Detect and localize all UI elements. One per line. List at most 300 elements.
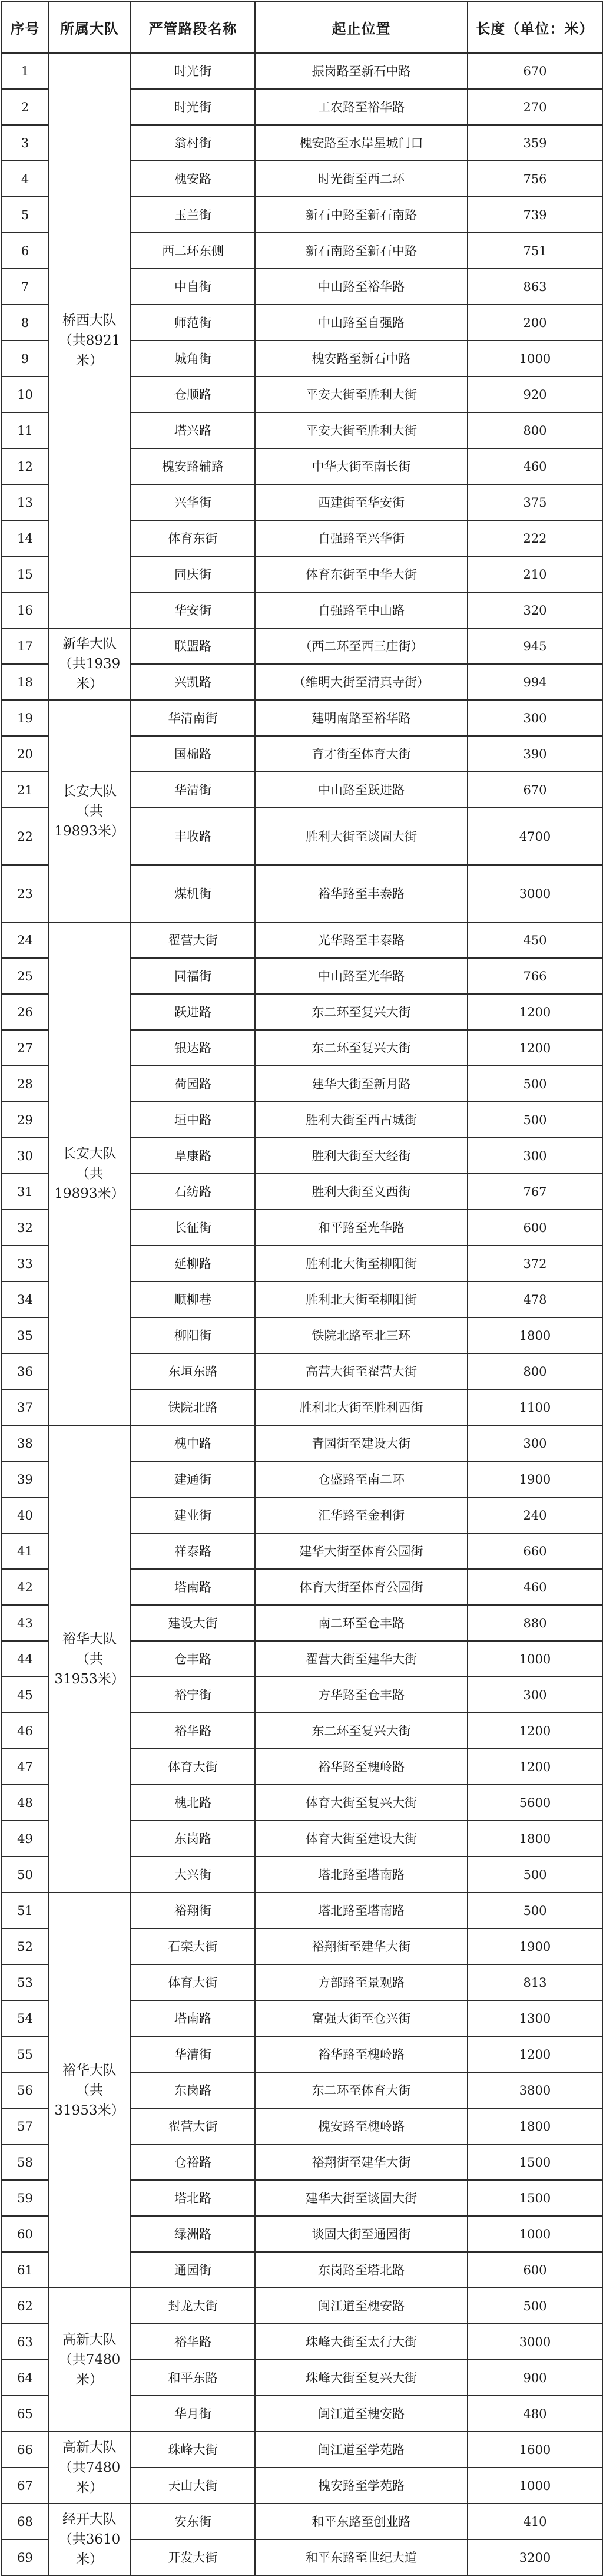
length-cell: 751 [468, 233, 602, 269]
length-cell: 4700 [468, 808, 602, 865]
length-cell: 410 [468, 2504, 602, 2539]
range-cell: 汇华路至金利街 [255, 1497, 468, 1533]
row-index-cell: 54 [2, 2000, 48, 2036]
header-brigade: 所属大队 [48, 2, 131, 53]
range-cell: 中山路至裕华路 [255, 269, 468, 305]
brigade-cell: 高新大队 （共7480米） [48, 2288, 131, 2432]
length-cell: 670 [468, 772, 602, 808]
length-cell: 500 [468, 2288, 602, 2324]
row-index-cell: 51 [2, 1893, 48, 1928]
road-name-cell: 封龙大街 [131, 2288, 255, 2324]
road-name-cell: 玉兰街 [131, 197, 255, 233]
range-cell: 南二环至仓丰路 [255, 1605, 468, 1641]
road-name-cell: 建通街 [131, 1461, 255, 1497]
road-name-cell: 兴凯路 [131, 664, 255, 700]
range-cell: 闽江道至槐安路 [255, 2288, 468, 2324]
length-cell: 766 [468, 958, 602, 994]
row-index-cell: 42 [2, 1569, 48, 1605]
row-index-cell: 35 [2, 1317, 48, 1353]
road-name-cell: 开发大街 [131, 2539, 255, 2575]
road-name-cell: 塔南路 [131, 1569, 255, 1605]
row-index-cell: 37 [2, 1389, 48, 1425]
row-index-cell: 5 [2, 197, 48, 233]
range-cell: 东二环至体育大街 [255, 2072, 468, 2108]
range-cell: 裕翔街至建华大街 [255, 2144, 468, 2180]
row-index-cell: 23 [2, 865, 48, 922]
range-cell: 青园街至建设大街 [255, 1425, 468, 1461]
length-cell: 1600 [468, 2432, 602, 2468]
road-name-cell: 裕华路 [131, 2324, 255, 2360]
row-index-cell: 15 [2, 556, 48, 592]
header-index: 序号 [2, 2, 48, 53]
row-index-cell: 40 [2, 1497, 48, 1533]
row-index-cell: 21 [2, 772, 48, 808]
road-name-cell: 绿洲路 [131, 2216, 255, 2252]
road-name-cell: 华清街 [131, 772, 255, 808]
range-cell: 体育大街至体育公园街 [255, 1569, 468, 1605]
length-cell: 863 [468, 269, 602, 305]
length-cell: 739 [468, 197, 602, 233]
road-name-cell: 建设大街 [131, 1605, 255, 1641]
header-road-name: 严管路段名称 [131, 2, 255, 53]
road-name-cell: 翟营大街 [131, 922, 255, 958]
strict-management-road-table [1, 1, 603, 2576]
row-index-cell: 67 [2, 2468, 48, 2504]
length-cell: 500 [468, 1857, 602, 1893]
road-name-cell: 裕翔街 [131, 1893, 255, 1928]
length-cell: 813 [468, 1964, 602, 2000]
length-cell: 500 [468, 1893, 602, 1928]
range-cell: 西建街至华安街 [255, 484, 468, 520]
length-cell: 480 [468, 2396, 602, 2432]
brigade-cell: 裕华大队 （共 31953米） [48, 1425, 131, 1893]
length-cell: 767 [468, 1174, 602, 1210]
row-index-cell: 46 [2, 1713, 48, 1749]
road-name-cell: 珠峰大街 [131, 2432, 255, 2468]
row-index-cell: 65 [2, 2396, 48, 2432]
row-index-cell: 24 [2, 922, 48, 958]
row-index-cell: 56 [2, 2072, 48, 2108]
row-index-cell: 39 [2, 1461, 48, 1497]
brigade-cell: 长安大队 （共 19893米） [48, 922, 131, 1425]
range-cell: 胜利北大街至胜利西街 [255, 1389, 468, 1425]
length-cell: 994 [468, 664, 602, 700]
brigade-cell: 新华大队 （共1939米） [48, 628, 131, 700]
range-cell: 东二环至复兴大街 [255, 994, 468, 1030]
range-cell: 东二环至复兴大街 [255, 1713, 468, 1749]
length-cell: 450 [468, 922, 602, 958]
length-cell: 300 [468, 1138, 602, 1174]
table-row [2, 2504, 602, 2539]
brigade-cell: 长安大队 （共 19893米） [48, 700, 131, 922]
range-cell: 时光街至西二环 [255, 161, 468, 197]
row-index-cell: 66 [2, 2432, 48, 2468]
road-name-cell: 垣中路 [131, 1102, 255, 1138]
row-index-cell: 19 [2, 700, 48, 736]
road-name-cell: 长征街 [131, 1210, 255, 1246]
length-cell: 1800 [468, 1821, 602, 1857]
table-row [2, 2432, 602, 2468]
row-index-cell: 29 [2, 1102, 48, 1138]
road-name-cell: 塔南路 [131, 2000, 255, 2036]
range-cell: 槐安路至水岸星城门口 [255, 125, 468, 161]
range-cell: 富强大街至仓兴街 [255, 2000, 468, 2036]
road-name-cell: 仓丰路 [131, 1641, 255, 1677]
row-index-cell: 44 [2, 1641, 48, 1677]
road-name-cell: 体育东街 [131, 520, 255, 556]
road-name-cell: 塔北路 [131, 2180, 255, 2216]
row-index-cell: 13 [2, 484, 48, 520]
length-cell: 1200 [468, 1030, 602, 1066]
range-cell: 仓盛路至南二环 [255, 1461, 468, 1497]
range-cell: 胜利大街至大经街 [255, 1138, 468, 1174]
length-cell: 200 [468, 305, 602, 341]
road-name-cell: 城角街 [131, 341, 255, 377]
road-name-cell: 翟营大街 [131, 2108, 255, 2144]
range-cell: 建华大街至体育公园街 [255, 1533, 468, 1569]
range-cell: 中山路至跃进路 [255, 772, 468, 808]
length-cell: 1000 [468, 2216, 602, 2252]
row-index-cell: 7 [2, 269, 48, 305]
row-index-cell: 61 [2, 2252, 48, 2288]
road-name-cell: 时光街 [131, 53, 255, 89]
road-name-cell: 槐中路 [131, 1425, 255, 1461]
row-index-cell: 11 [2, 412, 48, 448]
length-cell: 1000 [468, 341, 602, 377]
row-index-cell: 25 [2, 958, 48, 994]
range-cell: 珠峰大街至复兴大街 [255, 2360, 468, 2396]
length-cell: 800 [468, 1353, 602, 1389]
range-cell: 裕华路至丰泰路 [255, 865, 468, 922]
road-name-cell: 阜康路 [131, 1138, 255, 1174]
road-name-cell: 石栾大街 [131, 1928, 255, 1964]
road-name-cell: 石纺路 [131, 1174, 255, 1210]
row-index-cell: 31 [2, 1174, 48, 1210]
road-name-cell: 国棉路 [131, 736, 255, 772]
range-cell: 方华路至仓丰路 [255, 1677, 468, 1713]
row-index-cell: 22 [2, 808, 48, 865]
range-cell: 裕翔街至建华大街 [255, 1928, 468, 1964]
row-index-cell: 60 [2, 2216, 48, 2252]
row-index-cell: 1 [2, 53, 48, 89]
range-cell: 体育大街至建设大街 [255, 1821, 468, 1857]
length-cell: 500 [468, 1102, 602, 1138]
range-cell: 中山路至光华路 [255, 958, 468, 994]
range-cell: 东二环至复兴大街 [255, 1030, 468, 1066]
range-cell: 高营大街至翟营大街 [255, 1353, 468, 1389]
range-cell: 胜利大街至义西街 [255, 1174, 468, 1210]
table-header-row [2, 2, 602, 53]
row-index-cell: 45 [2, 1677, 48, 1713]
range-cell: 珠峰大街至太行大街 [255, 2324, 468, 2360]
range-cell: 平安大街至胜利大街 [255, 377, 468, 412]
length-cell: 222 [468, 520, 602, 556]
road-name-cell: 华清南街 [131, 700, 255, 736]
road-name-cell: 槐安路辅路 [131, 448, 255, 484]
length-cell: 5600 [468, 1785, 602, 1821]
brigade-cell: 桥西大队 （共8921米） [48, 53, 131, 628]
row-index-cell: 62 [2, 2288, 48, 2324]
length-cell: 1000 [468, 1641, 602, 1677]
length-cell: 3200 [468, 2539, 602, 2575]
road-name-cell: 建业街 [131, 1497, 255, 1533]
road-name-cell: 东岗路 [131, 1821, 255, 1857]
row-index-cell: 9 [2, 341, 48, 377]
range-cell: （西二环至西三庄街） [255, 628, 468, 664]
row-index-cell: 55 [2, 2036, 48, 2072]
road-name-cell: 银达路 [131, 1030, 255, 1066]
length-cell: 1800 [468, 1317, 602, 1353]
road-name-cell: 仓顺路 [131, 377, 255, 412]
length-cell: 300 [468, 1677, 602, 1713]
length-cell: 1900 [468, 1928, 602, 1964]
length-cell: 460 [468, 448, 602, 484]
row-index-cell: 48 [2, 1785, 48, 1821]
length-cell: 3000 [468, 2324, 602, 2360]
range-cell: 建明南路至裕华路 [255, 700, 468, 736]
row-index-cell: 58 [2, 2144, 48, 2180]
range-cell: 裕华路至槐岭路 [255, 2036, 468, 2072]
length-cell: 500 [468, 1066, 602, 1102]
road-name-cell: 顺柳巷 [131, 1282, 255, 1317]
row-index-cell: 26 [2, 994, 48, 1030]
length-cell: 300 [468, 700, 602, 736]
road-name-cell: 荷园路 [131, 1066, 255, 1102]
range-cell: 新石中路至新石南路 [255, 197, 468, 233]
range-cell: 光华路至丰泰路 [255, 922, 468, 958]
range-cell: 胜利大街至谈固大街 [255, 808, 468, 865]
range-cell: 胜利北大街至柳阳街 [255, 1246, 468, 1282]
table-row [2, 2288, 602, 2324]
table-body [2, 53, 602, 2575]
length-cell: 756 [468, 161, 602, 197]
range-cell: 和平东路至世纪大道 [255, 2539, 468, 2575]
range-cell: 谈固大街至通园街 [255, 2216, 468, 2252]
row-index-cell: 14 [2, 520, 48, 556]
range-cell: 胜利大街至西古城街 [255, 1102, 468, 1138]
range-cell: 槐安路至槐岭路 [255, 2108, 468, 2144]
range-cell: 自强路至中山路 [255, 592, 468, 628]
length-cell: 800 [468, 412, 602, 448]
road-name-cell: 同庆街 [131, 556, 255, 592]
length-cell: 3000 [468, 865, 602, 922]
road-name-cell: 和平东路 [131, 2360, 255, 2396]
row-index-cell: 30 [2, 1138, 48, 1174]
brigade-cell: 裕华大队 （共 31953米） [48, 1893, 131, 2288]
length-cell: 1100 [468, 1389, 602, 1425]
range-cell: 建华大街至谈固大街 [255, 2180, 468, 2216]
range-cell: 和平路至光华路 [255, 1210, 468, 1246]
length-cell: 920 [468, 377, 602, 412]
road-name-cell: 师范街 [131, 305, 255, 341]
road-name-cell: 槐北路 [131, 1785, 255, 1821]
length-cell: 1200 [468, 2036, 602, 2072]
road-name-cell: 华安街 [131, 592, 255, 628]
row-index-cell: 27 [2, 1030, 48, 1066]
row-index-cell: 3 [2, 125, 48, 161]
length-cell: 359 [468, 125, 602, 161]
road-name-cell: 通园街 [131, 2252, 255, 2288]
length-cell: 1200 [468, 1713, 602, 1749]
road-name-cell: 大兴街 [131, 1857, 255, 1893]
range-cell: 槐安路至新石中路 [255, 341, 468, 377]
row-index-cell: 4 [2, 161, 48, 197]
length-cell: 660 [468, 1533, 602, 1569]
length-cell: 372 [468, 1246, 602, 1282]
row-index-cell: 17 [2, 628, 48, 664]
table-row [2, 922, 602, 958]
range-cell: 塔北路至塔南路 [255, 1893, 468, 1928]
table-row [2, 700, 602, 736]
document-page [1, 1, 603, 2576]
length-cell: 270 [468, 89, 602, 125]
range-cell: 工农路至裕华路 [255, 89, 468, 125]
row-index-cell: 2 [2, 89, 48, 125]
row-index-cell: 20 [2, 736, 48, 772]
road-name-cell: 天山大街 [131, 2468, 255, 2504]
road-name-cell: 煤机街 [131, 865, 255, 922]
range-cell: 铁院北路至北三环 [255, 1317, 468, 1353]
road-name-cell: 时光街 [131, 89, 255, 125]
row-index-cell: 18 [2, 664, 48, 700]
row-index-cell: 47 [2, 1749, 48, 1785]
length-cell: 600 [468, 2252, 602, 2288]
table-row [2, 1893, 602, 1928]
range-cell: 闽江道至学苑路 [255, 2432, 468, 2468]
range-cell: 闽江道至槐安路 [255, 2396, 468, 2432]
row-index-cell: 52 [2, 1928, 48, 1964]
length-cell: 3800 [468, 2072, 602, 2108]
row-index-cell: 50 [2, 1857, 48, 1893]
road-name-cell: 东垣东路 [131, 1353, 255, 1389]
length-cell: 945 [468, 628, 602, 664]
road-name-cell: 同福街 [131, 958, 255, 994]
road-name-cell: 中自街 [131, 269, 255, 305]
row-index-cell: 12 [2, 448, 48, 484]
road-name-cell: 延柳路 [131, 1246, 255, 1282]
brigade-cell: 高新大队 （共7480米） [48, 2432, 131, 2504]
table-row [2, 1425, 602, 1461]
row-index-cell: 41 [2, 1533, 48, 1569]
road-name-cell: 仓裕路 [131, 2144, 255, 2180]
length-cell: 460 [468, 1569, 602, 1605]
range-cell: 中山路至自强路 [255, 305, 468, 341]
length-cell: 670 [468, 53, 602, 89]
row-index-cell: 64 [2, 2360, 48, 2396]
row-index-cell: 28 [2, 1066, 48, 1102]
range-cell: 塔北路至塔南路 [255, 1857, 468, 1893]
range-cell: 中华大街至南长街 [255, 448, 468, 484]
road-name-cell: 兴华街 [131, 484, 255, 520]
range-cell: 体育大街至复兴大街 [255, 1785, 468, 1821]
road-name-cell: 丰收路 [131, 808, 255, 865]
length-cell: 390 [468, 736, 602, 772]
row-index-cell: 36 [2, 1353, 48, 1389]
length-cell: 375 [468, 484, 602, 520]
road-name-cell: 祥泰路 [131, 1533, 255, 1569]
range-cell: 裕华路至槐岭路 [255, 1749, 468, 1785]
row-index-cell: 53 [2, 1964, 48, 2000]
length-cell: 210 [468, 556, 602, 592]
row-index-cell: 16 [2, 592, 48, 628]
row-index-cell: 10 [2, 377, 48, 412]
row-index-cell: 8 [2, 305, 48, 341]
row-index-cell: 59 [2, 2180, 48, 2216]
road-name-cell: 裕华路 [131, 1713, 255, 1749]
length-cell: 240 [468, 1497, 602, 1533]
header-length: 长度（单位：米） [468, 2, 602, 53]
range-cell: 翟营大街至建华大街 [255, 1641, 468, 1677]
row-index-cell: 69 [2, 2539, 48, 2575]
row-index-cell: 68 [2, 2504, 48, 2539]
road-name-cell: 跃进路 [131, 994, 255, 1030]
brigade-cell: 经开大队 （共3610米） [48, 2504, 131, 2575]
road-name-cell: 西二环东侧 [131, 233, 255, 269]
road-name-cell: 铁院北路 [131, 1389, 255, 1425]
row-index-cell: 32 [2, 1210, 48, 1246]
range-cell: 和平东路至创业路 [255, 2504, 468, 2539]
row-index-cell: 49 [2, 1821, 48, 1857]
road-name-cell: 华清街 [131, 2036, 255, 2072]
road-name-cell: 体育大街 [131, 1749, 255, 1785]
row-index-cell: 33 [2, 1246, 48, 1282]
length-cell: 1200 [468, 994, 602, 1030]
length-cell: 1900 [468, 1461, 602, 1497]
length-cell: 478 [468, 1282, 602, 1317]
road-name-cell: 东岗路 [131, 2072, 255, 2108]
length-cell: 1500 [468, 2180, 602, 2216]
row-index-cell: 38 [2, 1425, 48, 1461]
range-cell: 育才街至体育大街 [255, 736, 468, 772]
range-cell: 自强路至兴华街 [255, 520, 468, 556]
row-index-cell: 6 [2, 233, 48, 269]
header-range: 起止位置 [255, 2, 468, 53]
row-index-cell: 57 [2, 2108, 48, 2144]
table-row [2, 628, 602, 664]
length-cell: 1200 [468, 1749, 602, 1785]
range-cell: 方部路至景观路 [255, 1964, 468, 2000]
length-cell: 1800 [468, 2108, 602, 2144]
road-name-cell: 华月街 [131, 2396, 255, 2432]
length-cell: 880 [468, 1605, 602, 1641]
range-cell: 振岗路至新石中路 [255, 53, 468, 89]
range-cell: 槐安路至学苑路 [255, 2468, 468, 2504]
length-cell: 1000 [468, 2468, 602, 2504]
length-cell: 900 [468, 2360, 602, 2396]
length-cell: 1500 [468, 2144, 602, 2180]
range-cell: 平安大街至胜利大街 [255, 412, 468, 448]
row-index-cell: 43 [2, 1605, 48, 1641]
range-cell: （维明大街至清真寺街） [255, 664, 468, 700]
road-name-cell: 联盟路 [131, 628, 255, 664]
road-name-cell: 裕宁街 [131, 1677, 255, 1713]
road-name-cell: 塔兴路 [131, 412, 255, 448]
length-cell: 300 [468, 1425, 602, 1461]
road-name-cell: 安东街 [131, 2504, 255, 2539]
table-row [2, 53, 602, 89]
range-cell: 胜利北大街至柳阳街 [255, 1282, 468, 1317]
length-cell: 1300 [468, 2000, 602, 2036]
length-cell: 600 [468, 1210, 602, 1246]
range-cell: 体育东街至中华大街 [255, 556, 468, 592]
row-index-cell: 34 [2, 1282, 48, 1317]
row-index-cell: 63 [2, 2324, 48, 2360]
range-cell: 东岗路至塔北路 [255, 2252, 468, 2288]
range-cell: 新石南路至新石中路 [255, 233, 468, 269]
road-name-cell: 翁村街 [131, 125, 255, 161]
road-name-cell: 体育大街 [131, 1964, 255, 2000]
length-cell: 320 [468, 592, 602, 628]
